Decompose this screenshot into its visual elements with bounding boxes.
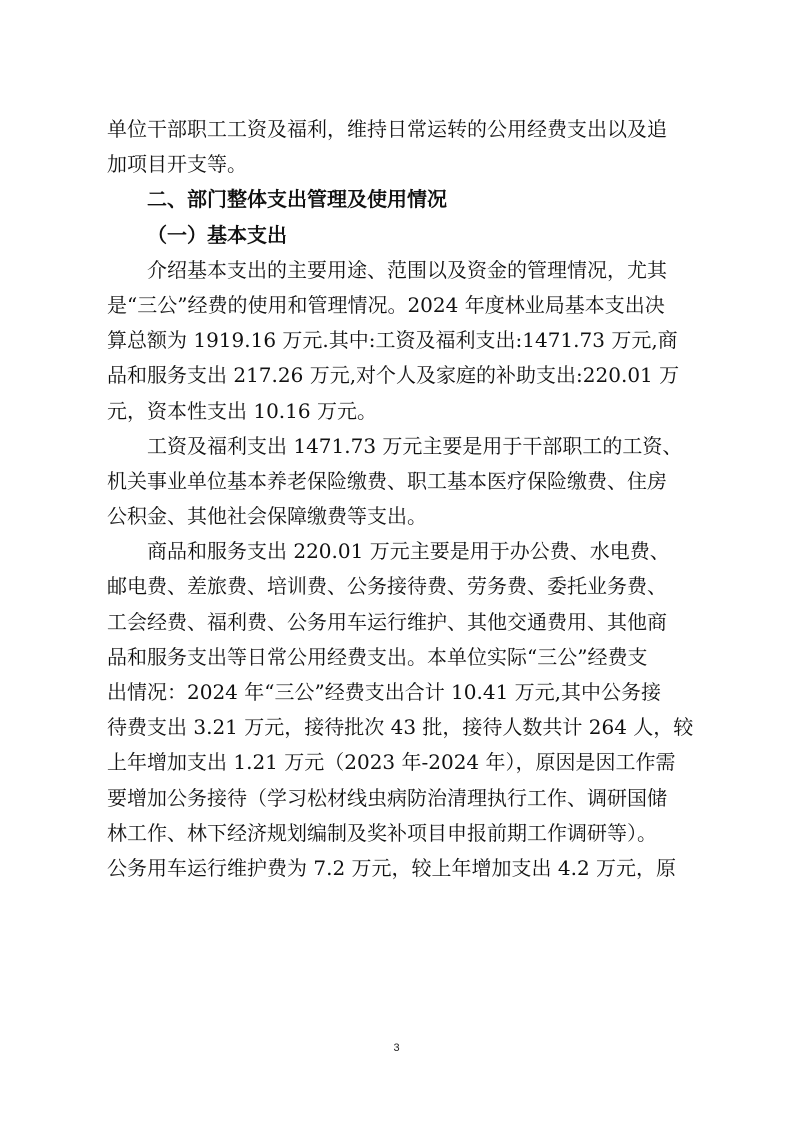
body-line: 元，资本性支出 10.16 万元。 bbox=[107, 398, 377, 423]
body-line: 林工作、林下经济规划编制及奖补项目申报前期工作调研等）。 bbox=[107, 820, 657, 845]
paragraph-start: 工资及福利支出 1471.73 万元主要是用于干部职工的工资、 bbox=[147, 433, 683, 458]
body-line: 工会经费、福利费、公务用车运行维护、其他交通费用、其他商 bbox=[107, 609, 667, 634]
paragraph-start: 商品和服务支出 220.01 万元主要是用于办公费、水电费、 bbox=[147, 539, 670, 564]
paragraph-start: 介绍基本支出的主要用途、范围以及资金的管理情况，尤其 bbox=[147, 257, 667, 282]
body-line: 要增加公务接待（学习松材线虫病防治清理执行工作、调研国储 bbox=[107, 785, 667, 810]
page-number: 3 bbox=[393, 1042, 400, 1054]
body-line: 单位干部职工工资及福利，维持日常运转的公用经费支出以及追 bbox=[107, 117, 667, 141]
body-line: 邮电费、差旅费、培训费、公务接待费、劳务费、委托业务费、 bbox=[107, 574, 667, 599]
body-line: 出情况：2024 年“三公”经费支出合计 10.41 万元,其中公务接 bbox=[107, 680, 662, 704]
body-line: 公积金、其他社会保障缴费等支出。 bbox=[107, 504, 427, 529]
body-line: 待费支出 3.21 万元，接待批次 43 批，接待人数共计 264 人，较 bbox=[107, 715, 694, 740]
section-heading: 二、部门整体支出管理及使用情况 bbox=[147, 187, 447, 212]
subsection-heading: （一）基本支出 bbox=[147, 222, 287, 247]
body-line: 加项目开支等。 bbox=[107, 152, 247, 177]
body-line: 上年增加支出 1.21 万元（2023 年-2024 年），原因是因工作需 bbox=[107, 750, 676, 775]
body-line: 是“三公”经费的使用和管理情况。2024 年度林业局基本支出决 bbox=[107, 292, 665, 317]
body-line: 品和服务支出等日常公用经费支出。本单位实际“三公”经费支 bbox=[107, 644, 648, 669]
body-line: 机关事业单位基本养老保险缴费、职工基本医疗保险缴费、住房 bbox=[107, 468, 667, 493]
body-line: 品和服务支出 217.26 万元,对个人及家庭的补助支出:220.01 万 bbox=[107, 363, 680, 388]
document-body bbox=[107, 112, 699, 886]
body-line: 算总额为 1919.16 万元.其中:工资及福利支出:1471.73 万元,商 bbox=[107, 328, 678, 353]
body-line: 公务用车运行维护费为 7.2 万元，较上年增加支出 4.2 万元，原 bbox=[107, 855, 677, 880]
